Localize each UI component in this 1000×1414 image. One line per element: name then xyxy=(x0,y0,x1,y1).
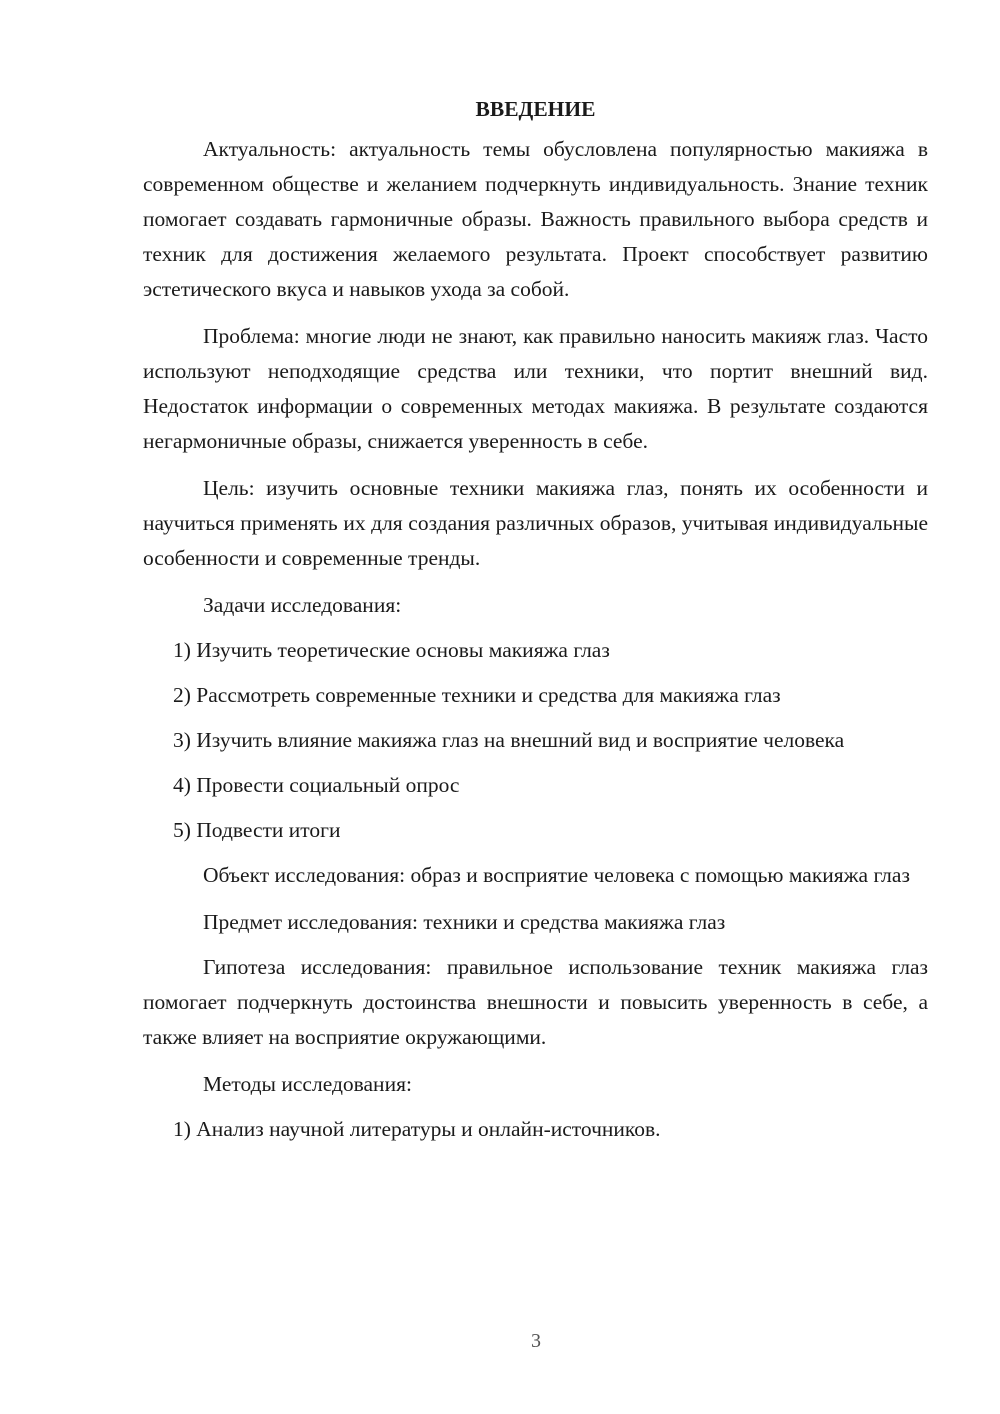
task-item: 2) Рассмотреть современные техники и средства для макияжа глаз xyxy=(173,683,781,707)
task-item: 1) Изучить теоретические основы макияжа глаз xyxy=(173,638,610,662)
hypothesis-paragraph: Гипотеза исследования: правильное использование техник макияжа глаз помогает подчеркнуть достоинства внешности и повысить уверенность в себе, а также влияет на восприятие окружающими. xyxy=(143,955,928,1049)
page-number: 3 xyxy=(531,1330,541,1352)
problem-paragraph: Проблема: многие люди не знают, как правильно наносить макияж глаз. Часто используют неподходящие средства или техники, что портит внешний вид. Недостаток информации о современных методах макияжа. В результате создаются негармоничные образы, снижается уверенность в себе. xyxy=(143,324,928,453)
goal-paragraph: Цель: изучить основные техники макияжа глаз, понять их особенности и научиться применять их для создания различных образов, учитывая индивидуальные особенности и современные тренды. xyxy=(143,476,928,570)
methods-heading: Методы исследования: xyxy=(203,1072,412,1096)
subject-paragraph: Предмет исследования: техники и средства макияжа глаз xyxy=(203,910,726,934)
method-item: 1) Анализ научной литературы и онлайн-источников. xyxy=(173,1117,661,1141)
tasks-heading: Задачи исследования: xyxy=(203,593,402,617)
task-item: 3) Изучить влияние макияжа глаз на внешний вид и восприятие человека xyxy=(173,728,845,752)
task-item: 4) Провести социальный опрос xyxy=(173,773,460,797)
document-page xyxy=(143,92,928,1157)
object-paragraph: Объект исследования: образ и восприятие человека с помощью макияжа глаз xyxy=(203,863,910,887)
task-item: 5) Подвести итоги xyxy=(173,818,341,842)
relevance-paragraph: Актуальность: актуальность темы обусловлена популярностью макияжа в современном обществе и желанием подчеркнуть индивидуальность. Знание техник помогает создавать гармоничные образы. Важность правильного выбора средств и техник для достижения желаемого результата. Проект способствует развитию эстетического вкуса и навыков ухода за собой. xyxy=(143,137,928,301)
page-title: ВВЕДЕНИЕ xyxy=(475,97,596,121)
